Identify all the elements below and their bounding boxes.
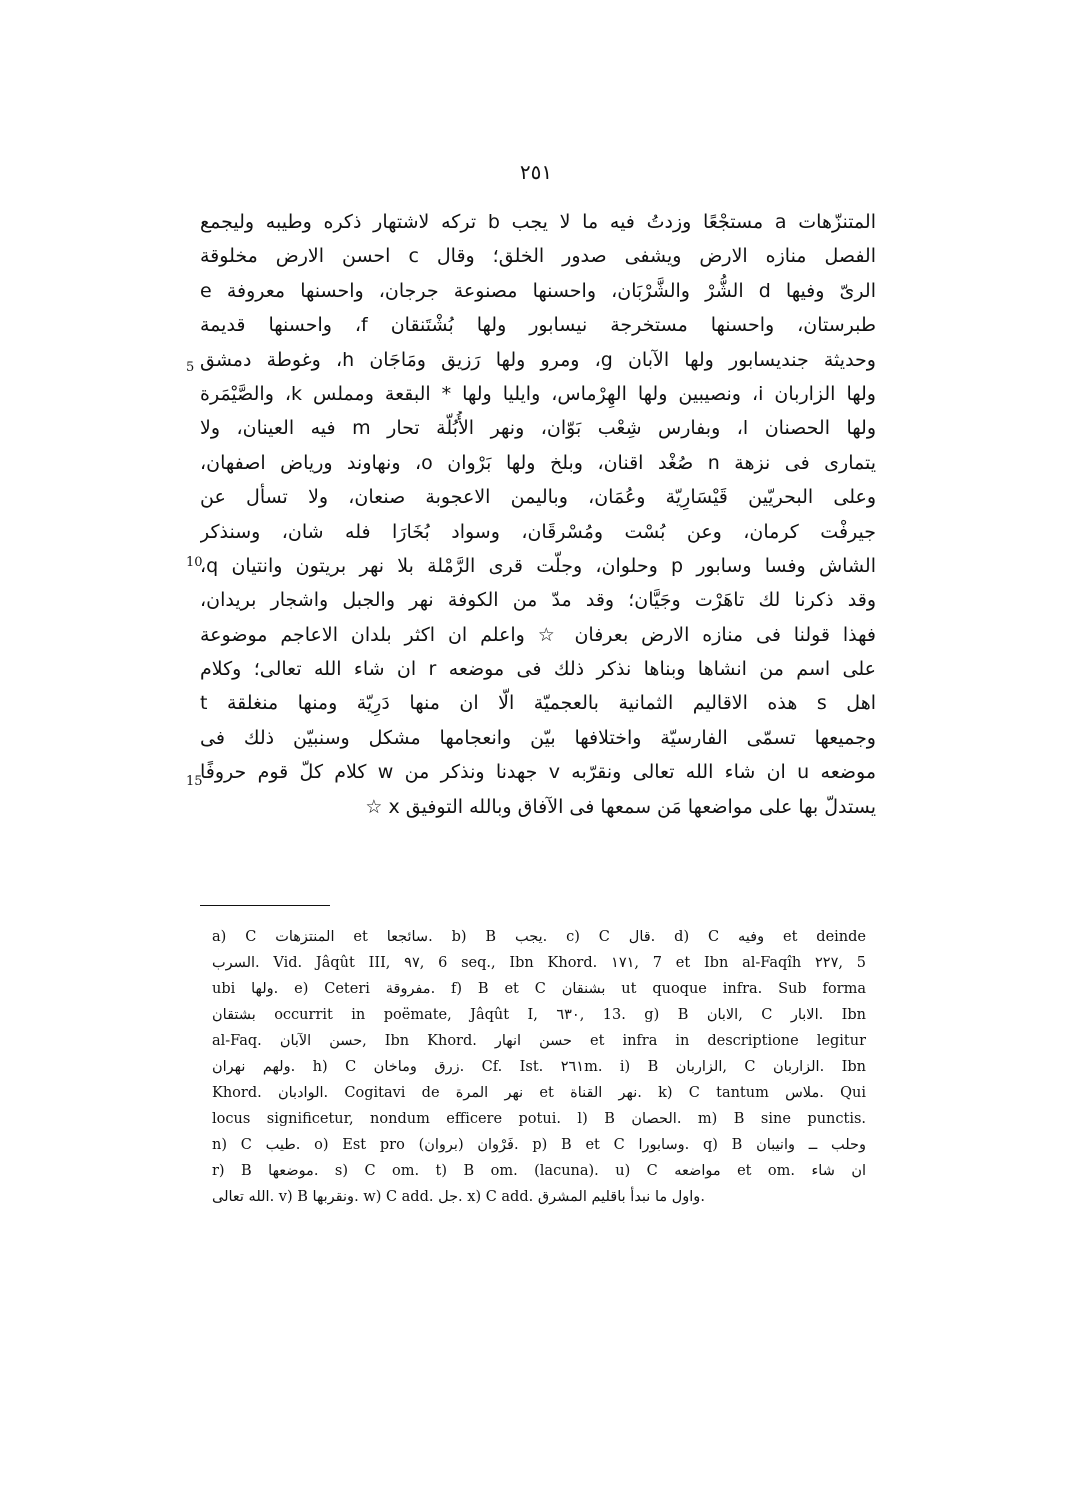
footnote-line: الله تعالى. v) B ونقربها. w) C add. جل. x) C add. واول ما نبدأ باقليم المشرق.: [212, 1189, 705, 1205]
body-line: جيرفْت كرمان، وعن بُسْت ومُسْرقَان، وسواد بُخَارَا فله شان، وسنذكر: [200, 520, 876, 543]
footnote-line: Khord. الوادبان. Cogitavi de نهر المرة et نهر القناة. k) C tantum ملاس. Qui: [212, 1085, 866, 1101]
body-line: المتنزّهات a مستجْعًا وزدتُ فيه ما لا يجب b تركه لاشتهار ذكره وطيبه وليجمع: [200, 211, 876, 233]
footnote-line: a) C المنتزهات et سائجعا. b) B يجب. c) C قال. d) C وفيه et deinde: [212, 929, 866, 945]
page-number: ٢٥١: [519, 160, 553, 184]
line-number-5: 5: [186, 360, 195, 375]
body-line: الشاش وفسا وسابور p وحلوان، وجلّت قرى الرَّمْلة بلا نهر بريتون وانتيان q،: [200, 554, 876, 577]
footnote-line: ولهم نهران. h) C زرق وماخان. Cf. Ist. ٢٦١m. i) B الزاربان, C الزاربان. Ibn: [212, 1059, 866, 1075]
footnote-line: r) B موضعها. s) C om. t) B om. (lacuna). u) C مواضعه et om. ان شاء: [212, 1163, 866, 1179]
body-line: وقد ذكرنا لك تاهَرْت وجَيَّان؛ وقد مدّ من الكوفة نهر والجبل واشجار بريدان،: [200, 589, 876, 612]
footnote-divider: [200, 905, 330, 906]
body-line: ولها الزاربان i، ونصيبين ولها الهِرْماس، وايليا ولها * البقعة ومملس k، والصَّيْمَرة: [200, 382, 876, 405]
body-line: الفصل منازه الارض ويشفى صدور الخلق؛ وقال c احسن الارض مخلوقة: [200, 245, 876, 268]
line-number-10: 10: [186, 555, 203, 570]
body-line: موضعه u ان شاء الله تعالى ونقرّبه v جهدنا ونذكر من w كلام كلّ قوم حروفًا: [200, 761, 876, 784]
footnote-line: بشتقان occurrit in poëmate, Jâqût I, ٦٣٠, 13. g) B الابان, C الابار. Ibn: [212, 1007, 866, 1023]
body-line: اهل s هذه الاقاليم الثمانية بالعجميّة الّا ان منها دَرِيّة ومنها منغلقة t: [200, 692, 876, 715]
body-line: يستدلّ بها على مواضعها مَن سمعها فى الآفاق وبالله التوفيق x ☆: [365, 795, 876, 818]
arabic-body-text: [200, 205, 876, 824]
body-line: طبرستان، واحسنها مستخرجة نيسابور ولها بُشْتَنقان f، واحسنها قديمة: [200, 314, 876, 337]
footnote-line: ubi ولها. e) Ceteri مفروقة. f) B et C بشنقان ut quoque infra. Sub forma: [212, 981, 866, 997]
footnotes: [212, 924, 866, 1210]
footnote-line: السرب. Vid. Jâqût III, ٩٧, 6 seq., Ibn Khord. ١٧١, 7 et Ibn al-Faqîh ٢٢٧, 5: [212, 955, 866, 971]
footnote-line: locus significetur, nondum efficere potui. l) B الحصان. m) B sine punctis.: [212, 1111, 866, 1127]
body-line: وحديثة جنديسابور ولها الآبان g، ومرو ولها رَزيق ومَاجَان h، وغوطة دمشق: [200, 348, 876, 371]
body-line: على اسم من انشاها وبناها نذكر ذلك فى موضعه r ان شاء الله تعالى؛ وكلام: [200, 658, 876, 681]
body-line: وعلى البحريّين قَيْسَارِيّة وعُمَان، وباليمن الاعجوبة صنعان، ولا تسأل عن: [200, 486, 876, 509]
line-number-15: 15: [186, 774, 203, 789]
body-line: وجميعها تسمّى الفارسيّة واختلافها بيّن وانعجامها مشكل وسنبيّن ذلك فى: [200, 726, 876, 749]
footnote-line: al-Faq. حسن الآبان, Ibn Khord. حسن انهار et infra in descriptione legitur: [212, 1033, 866, 1049]
body-line: ولها الحصنان l، وبفارس شِعْب بَوّان، ونهر الأُبُلّة تحار m فيه العينان، ولا: [200, 417, 876, 440]
body-line: فهذا قولنا فى منازه الارض بعرفان ☆ واعلم ان اكثر بلدان الاعاجم موضوعة: [200, 623, 876, 646]
body-line: يتمارى فى نزهة n صُغْد اقنان، وبلخ ولها بَرْوان o، ونهاوند ورياض اصفهان،: [200, 451, 876, 474]
footnote-line: n) C طيب. o) Est pro (بروان) فَرْوان. p) B et C وسابورا. q) B وحلب ــ وانيبان: [212, 1137, 866, 1153]
body-line: الرىّ وفيها d الشُّرْ والشَّرْبَان، واحسنها مصنوعة جرجان، واحسنها معروفة e: [200, 279, 876, 302]
